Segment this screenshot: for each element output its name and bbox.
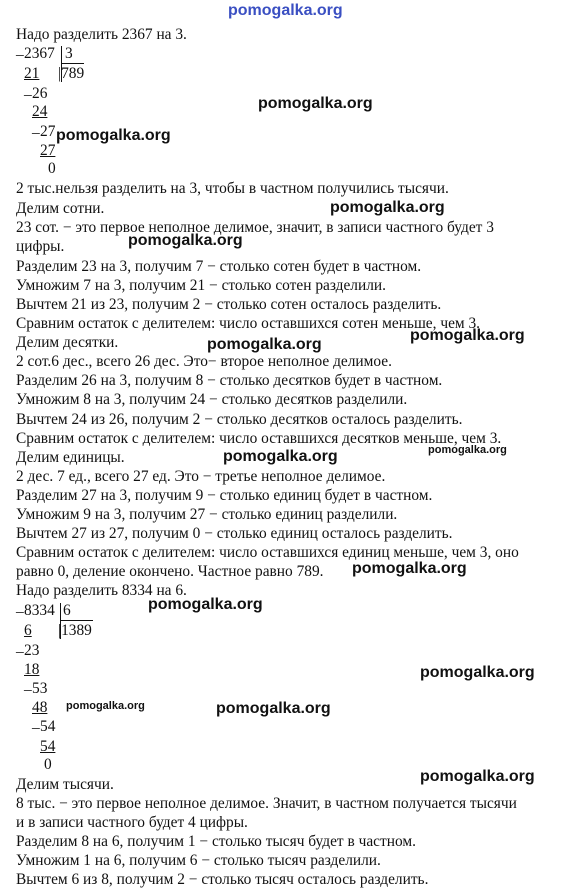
watermark: pomogalka.org bbox=[420, 768, 535, 785]
dividend: 8334 bbox=[24, 602, 55, 619]
watermark: pomogalka.org bbox=[56, 127, 171, 144]
text-line: Разделим 8 на 6, получим 1 − столько тысяч будет в частном. bbox=[16, 833, 416, 850]
text-line: Делим десятки. bbox=[16, 334, 119, 351]
watermark: pomogalka.org bbox=[258, 95, 373, 112]
final-remainder: 0 bbox=[44, 756, 52, 773]
step-remainder: 54 bbox=[40, 718, 56, 735]
watermark: pomogalka.org bbox=[66, 700, 145, 712]
text-line: Делим тысячи. bbox=[16, 776, 114, 793]
task-line-2: Надо разделить 8334 на 6. bbox=[16, 582, 187, 599]
text-line: Делим единицы. bbox=[16, 449, 125, 466]
step-product: 6 bbox=[24, 622, 32, 639]
task-line-1: Надо разделить 2367 на 3. bbox=[16, 26, 187, 43]
step-product: 18 bbox=[24, 661, 40, 678]
text-line: равно 0, деление окончено. Частное равно 789. bbox=[16, 563, 324, 580]
text-line: 8 тыс. − это первое неполное делимое. Значит, в частном получается тысячи bbox=[16, 795, 517, 812]
watermark: pomogalka.org bbox=[223, 448, 338, 465]
text-line: и в записи частного будет 4 цифры. bbox=[16, 814, 248, 831]
step-remainder: 23 bbox=[24, 642, 40, 659]
text-line: цифры. bbox=[16, 238, 65, 255]
watermark: pomogalka.org bbox=[352, 560, 467, 577]
text-line: Умножим 9 на 3, получим 27 − столько единиц разделили. bbox=[16, 506, 398, 523]
watermark: pomogalka.org bbox=[148, 596, 263, 613]
text-line: Делим сотни. bbox=[16, 200, 105, 217]
watermark: pomogalka.org bbox=[410, 327, 525, 344]
step-remainder: 53 bbox=[32, 680, 48, 697]
text-line: 23 сот. − это первое неполное делимое, значит, в записи частного будет 3 bbox=[16, 219, 494, 236]
divisor: 3 bbox=[65, 45, 73, 62]
quotient: |1389 bbox=[58, 622, 92, 639]
text-line: Сравним остаток с делителем: число оставшихся единиц меньше, чем 3, оно bbox=[16, 544, 519, 561]
watermark: pomogalka.org bbox=[207, 336, 322, 353]
step-product: 24 bbox=[32, 103, 48, 120]
text-line: Умножим 1 на 6, получим 6 − столько тысяч разделили. bbox=[16, 852, 381, 869]
text-line: Разделим 27 на 3, получим 9 − столько единиц будет в частном. bbox=[16, 487, 433, 504]
step-product: 54 bbox=[40, 738, 56, 755]
step-remainder: 26 bbox=[32, 85, 48, 102]
text-line: Разделим 26 на 3, получим 8 − столько десятков будет в частном. bbox=[16, 372, 443, 389]
watermark: pomogalka.org bbox=[420, 664, 535, 681]
text-line: 2 сот.6 дес., всего 26 дес. Это− второе неполное делимое. bbox=[16, 353, 392, 370]
text-line: Вычтем 6 из 8, получим 2 − столько тысяч осталось разделить. bbox=[16, 871, 429, 888]
text-line: 2 дес. 7 ед., всего 27 ед. Это − третье неполное делимое. bbox=[16, 468, 386, 485]
step-remainder: 27 bbox=[40, 123, 56, 140]
text-line: Сравним остаток с делителем: число оставшихся сотен меньше, чем 3. bbox=[16, 315, 481, 332]
step-product: 21 bbox=[24, 65, 40, 82]
text-line: Вычтем 24 из 26, получим 2 − столько десятков осталось разделить. bbox=[16, 411, 463, 428]
minus-sign: _ bbox=[24, 81, 32, 98]
minus-sign: _ bbox=[16, 638, 24, 655]
text-line: Вычтем 27 из 27, получим 0 − столько единиц осталось разделить. bbox=[16, 525, 453, 542]
text-line: Вычтем 21 из 23, получим 2 − столько сотен осталось разделить. bbox=[16, 296, 442, 313]
text-line: Умножим 8 на 3, получим 24 − столько десятков разделили. bbox=[16, 391, 408, 408]
text-line: Разделим 23 на 3, получим 7 − столько сотен будет в частном. bbox=[16, 258, 422, 275]
minus-sign: _ bbox=[32, 119, 40, 136]
watermark: pomogalka.org bbox=[128, 232, 243, 249]
watermark: pomogalka.org bbox=[216, 700, 331, 717]
watermark-top: pomogalka.org bbox=[228, 2, 343, 19]
watermark: pomogalka.org bbox=[428, 444, 507, 456]
minus-sign: _ bbox=[24, 676, 32, 693]
final-remainder: 0 bbox=[48, 160, 56, 177]
minus-sign: _ bbox=[16, 598, 24, 615]
minus-sign: _ bbox=[32, 714, 40, 731]
watermark: pomogalka.org bbox=[330, 199, 445, 216]
divisor: 6 bbox=[63, 602, 71, 619]
minus-sign: _ bbox=[16, 41, 24, 58]
text-line: 2 тыс.нельзя разделить на 3, чтобы в частном получились тысячи. bbox=[16, 180, 449, 197]
text-line: Сравним остаток с делителем: число оставшихся десятков меньше, чем 3. bbox=[16, 430, 502, 447]
quotient: |789 bbox=[58, 65, 85, 82]
step-product: 48 bbox=[32, 699, 48, 716]
step-product: 27 bbox=[40, 142, 56, 159]
dividend: 2367 bbox=[24, 45, 55, 62]
text-line: Умножим 7 на 3, получим 21 − столько сотен разделили. bbox=[16, 277, 386, 294]
